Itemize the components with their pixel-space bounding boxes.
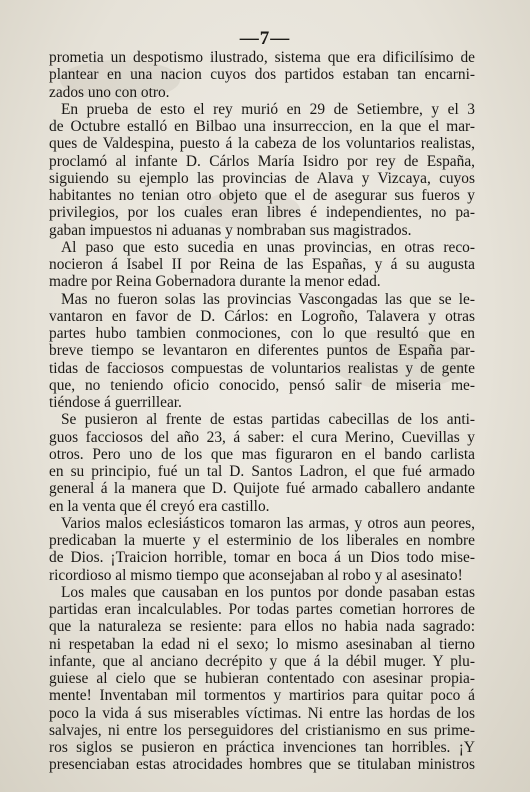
text-line: ricordioso al mismo tiempo que aconsejaban al robo y al asesinato! [49, 566, 463, 584]
text-line: partes hubo tambien conmociones, con lo que resultó que en [49, 325, 475, 342]
text-line: madre por Reina Gobernadora durante la menor edad. [49, 273, 381, 291]
body-text [49, 49, 475, 774]
text-line: Varios malos eclesiásticos tomaron las armas, y otros aun peores, [61, 514, 475, 532]
text-line: gaban impuestos ni aduanas y nombraban sus magistrados. [49, 221, 412, 239]
text-line: poco la vida á sus miserables víctimas. Ni entre las hordas de los [49, 704, 475, 722]
text-line: proclamó al infante D. Cárlos María Isidro por rey de España, [49, 152, 475, 170]
text-line: ros siglos se pusieron en práctica invenciones tan horribles. ¡Y [49, 739, 475, 756]
text-line: plantear en una nacion cuyos dos partidos estaban tan encarni- [49, 66, 475, 84]
text-line: predicaban la muerte y el esterminio de los liberales en nombre [49, 532, 475, 549]
text-line: nocieron á Isabel II por Reina de las Españas, y á su augusta [49, 256, 475, 273]
text-line: Los males que causaban en los puntos por donde pasaban estas [61, 583, 475, 601]
text-line: tiéndose á guerrillear. [49, 394, 182, 411]
text-line: Al paso que esto sucedia en unas provincias, en otras reco- [61, 238, 475, 256]
text-line: vantaron en favor de D. Cárlos: en Logroño, Talavera y otras [49, 307, 475, 325]
text-line: Mas no fueron solas las provincias Vascongadas las que se le- [61, 290, 475, 308]
text-line: Se pusieron al frente de estas partidas cabecillas de los anti- [61, 411, 475, 429]
text-line: de Octubre estalló en Bilbao una insurreccion, en la que el mar- [49, 118, 475, 135]
text-line: tidas de facciosos compuestas de voluntarios realistas y de gente [49, 359, 475, 377]
text-line: partidas eran incalculables. Por todas partes cometian horrores de [49, 601, 475, 618]
text-line: mente! Inventaban mil tormentos y martirios para quitar poco á [49, 687, 475, 705]
text-line: infante, que al anciano decrépito y que á la débil muger. Y plu- [49, 652, 475, 670]
text-line: zados uno con otro. [49, 83, 170, 101]
text-line: prometia un despotismo ilustrado, sistema que era dificilísimo de [49, 49, 475, 66]
text-line: otros. Pero uno de los que mas figuraron en el bando carlista [49, 445, 475, 463]
text-line: presenciaban estas atrocidades hombres que se titulaban ministros [49, 756, 475, 774]
text-line: habitantes no tenian otro objeto que el de asegurar sus fueros y [49, 187, 475, 204]
text-line: ques de Valdespina, puesto á la cabeza de los voluntarios realistas, [49, 135, 475, 153]
text-line: que la naturaleza se resiente: para ellos no habia nada sagrado: [49, 618, 475, 636]
text-line: salvajes, ni entre los perseguidores del cristianismo en sus prime- [49, 721, 475, 739]
text-line: en la venta que él creyó era castillo. [49, 497, 270, 515]
text-line: general á la manera que D. Quijote fué armado caballero andante [49, 480, 475, 498]
text-line: ni respetaban la edad ni el sexo; lo mismo asesinaban al tierno [49, 635, 475, 653]
text-line: que, no teniendo oficio conocido, pensó salir de miseria me- [49, 376, 475, 394]
text-line: de Dios. ¡Traicion horrible, tomar en boca á un Dios todo mise- [49, 549, 475, 567]
text-line: En prueba de esto el rey murió en 29 de Setiembre, y el 3 [61, 100, 475, 118]
text-line: guos facciosos del año 23, á saber: el cura Merino, Cuevillas y [49, 428, 475, 446]
text-line: guiese al cielo que se hubieran contentado con asesinar propia- [49, 670, 475, 687]
text-line: en su principio, fué un tal D. Santos Ladron, el que fué armado [49, 463, 475, 480]
page-number-header: —7— [239, 28, 291, 49]
text-line: breve tiempo se levantaron en diferentes puntos de España par- [49, 342, 475, 360]
text-line: siguiendo su ejemplo las provincias de Alava y Vizcaya, cuyos [49, 169, 475, 187]
text-line: privilegios, por los cuales eran libres é independientes, no pa- [49, 204, 475, 222]
